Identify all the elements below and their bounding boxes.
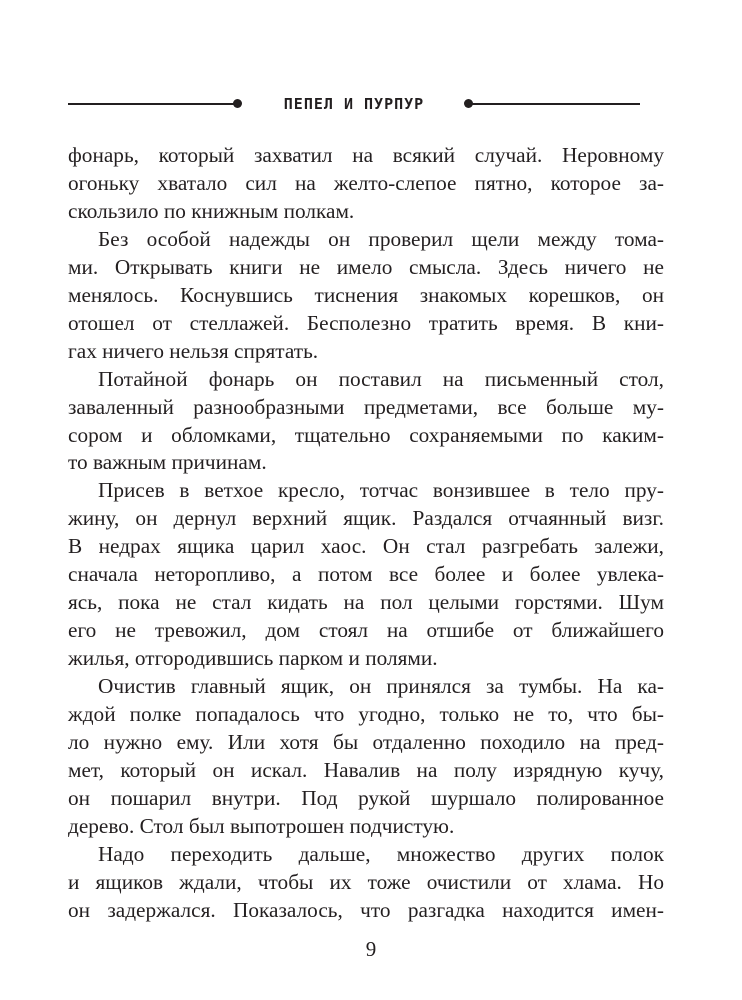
text-line: его не тревожил, дом стоял на отшибе от ближайшего	[68, 618, 664, 643]
text-line: и ящиков ждали, чтобы их тоже очистили от хлама. Но	[68, 869, 664, 894]
paragraph	[68, 366, 664, 478]
text-line: он пошарил внутри. Под рукой шуршало полированное	[68, 785, 664, 810]
text-line: Надо переходить дальше, множество других полок	[98, 841, 664, 866]
book-title: ПЕПЕЛ И ПУРПУР	[283, 95, 425, 113]
text-line: скользило по книжным полкам.	[68, 198, 355, 223]
page-number: 9	[365, 936, 377, 961]
text-line: В недрах ящика царил хаос. Он стал разгребать залежи,	[68, 534, 664, 559]
text-line: ло нужно ему. Или хотя бы отдаленно походило на пред-	[68, 730, 664, 755]
text-line: то важным причинам.	[68, 450, 267, 475]
paragraph	[68, 142, 664, 226]
text-line: он задержался. Показалось, что разгадка находится имен-	[68, 897, 664, 922]
running-header	[68, 92, 640, 116]
text-line: огоньку хватало сил на желто-слепое пятно, которое за-	[68, 170, 664, 195]
text-line: ждой полке попадалось что угодно, только не то, что бы-	[68, 702, 664, 727]
text-line: Очистив главный ящик, он принялся за тумбы. На ка-	[98, 674, 664, 699]
text-line: фонарь, который захватил на всякий случай. Неровному	[68, 143, 664, 167]
body-text	[68, 142, 664, 925]
paragraph	[68, 477, 664, 673]
text-line: отошел от стеллажей. Бесполезно тратить время. В кни-	[68, 310, 664, 335]
text-line: менялось. Коснувшись тиснения знакомых корешков, он	[68, 282, 664, 307]
header-rule-right	[468, 103, 640, 105]
text-line: дерево. Стол был выпотрошен подчистую.	[68, 813, 455, 838]
paragraph	[68, 226, 664, 366]
header-dot-left	[233, 99, 242, 108]
text-line: заваленный разнообразными предметами, все больше му-	[68, 394, 664, 419]
paragraph	[68, 673, 664, 841]
text-line: Без особой надежды он проверил щели между тома-	[98, 226, 664, 251]
text-line: жину, он дернул верхний ящик. Раздался отчаянный визг.	[68, 506, 664, 531]
paragraph	[68, 841, 664, 925]
text-line: Потайной фонарь он поставил на письменный стол,	[98, 366, 664, 391]
text-line: Присев в ветхое кресло, тотчас вонзившее в тело пру-	[98, 478, 664, 503]
text-line: сором и обломками, тщательно сохраняемыми по каким-	[68, 422, 664, 447]
text-line: ми. Открывать книги не имело смысла. Здесь ничего не	[68, 254, 664, 279]
text-line: ясь, пока не стал кидать на пол целыми горстями. Шум	[68, 590, 664, 615]
header-rule-left	[68, 103, 236, 105]
text-line: жилья, отгородившись парком и полями.	[68, 646, 438, 671]
text-line: сначала неторопливо, а потом все более и более увлека-	[68, 562, 664, 587]
text-line: мет, который он искал. Навалив на полу изрядную кучу,	[68, 757, 664, 782]
text-line: гах ничего нельзя спрятать.	[68, 338, 319, 363]
